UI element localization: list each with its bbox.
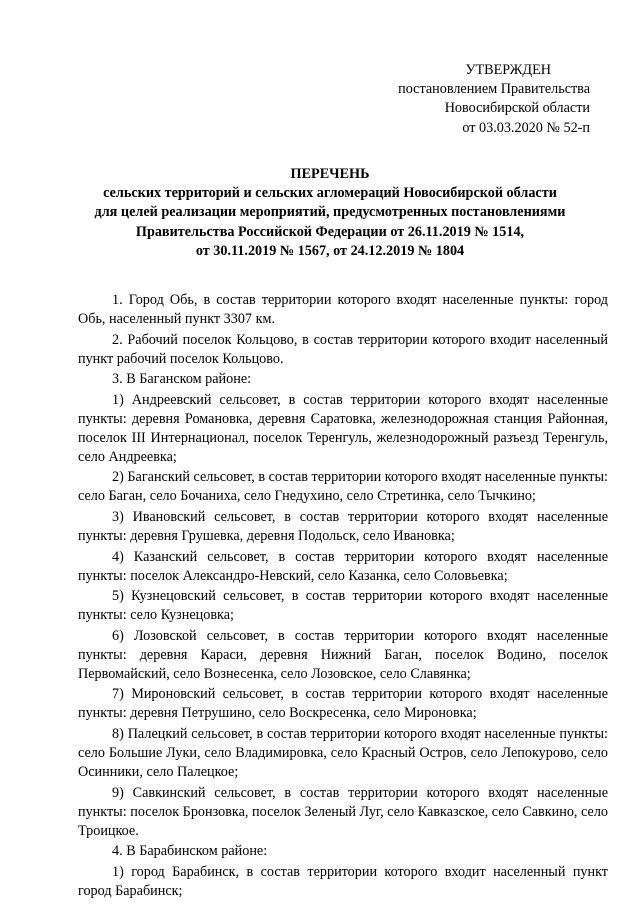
list-item: 6) Лозовской сельсовет, в состав территории которого входят населенные пункты: деревня Караси, деревня Нижний Баган, поселок Водино, поселок Первомайский, село Вознесенка, село Лозовское, село Славянка;	[78, 627, 608, 682]
list-item: 4) Казанский сельсовет, в состав территории которого входят населенные пункты: поселок Александро-Невский, село Казанка, село Соловьевка;	[78, 548, 608, 584]
heading-line-2: для целей реализации мероприятий, предусмотренных постановлениями	[94, 204, 566, 221]
list-item: 1) город Барабинск, в состав территории которого входит населенный пункт город Барабинск;	[78, 863, 608, 899]
heading-line-4: от 30.11.2019 № 1567, от 24.12.2019 № 1804	[195, 242, 465, 259]
document-body	[78, 291, 608, 902]
document-heading	[60, 165, 600, 261]
heading-title: ПЕРЕЧЕНЬ	[290, 166, 370, 182]
approval-stamp: УТВЕРЖДЕН	[465, 62, 551, 78]
list-item: 4. В Барабинском районе:	[112, 843, 268, 860]
approval-line-3: от 03.03.2020 № 52-п	[462, 119, 590, 136]
approval-line-1: постановлением Правительства	[398, 81, 590, 98]
list-item: 3. В Баганском районе:	[112, 371, 252, 388]
list-item: 2) Баганский сельсовет, в состав территории которого входят населенные пункты: село Баган, село Бочаниха, село Гнедухино, село Стретинка, село Тычкино;	[78, 469, 608, 505]
list-item: 5) Кузнецовский сельсовет, в состав территории которого входят населенные пункты: село Кузнецовка;	[78, 588, 608, 624]
list-item: 2. Рабочий поселок Кольцово, в состав территории которого входит населенный пункт рабочий поселок Кольцово.	[78, 331, 608, 367]
list-item: 8) Палецкий сельсовет, в состав территории которого входят населенные пункты: село Большие Луки, село Владимировка, село Красный Остров, село Лепокурово, село Осинники, село Палецкое;	[78, 725, 608, 780]
list-item: 3) Ивановский сельсовет, в состав территории которого входят населенные пункты: деревня Грушевка, деревня Подольск, село Ивановка;	[78, 508, 608, 544]
approval-block	[333, 61, 593, 138]
heading-line-3: Правительства Российской Федерации от 26.11.2019 № 1514,	[135, 223, 525, 240]
heading-line-1: сельских территорий и сельских агломераций Новосибирской области	[103, 185, 557, 202]
approval-line-2: Новосибирской области	[444, 100, 590, 117]
list-item: 1. Город Обь, в состав территории которого входят населенные пункты: город Обь, населенный пункт 3307 км.	[78, 292, 608, 327]
list-item: 9) Савкинский сельсовет, в состав территории которого входят населенные пункты: поселок Бронзовка, поселок Зеленый Луг, село Кавказское, село Савкино, село Троицкое.	[78, 784, 608, 839]
list-item: 1) Андреевский сельсовет, в состав территории которого входят населенные пункты: деревня Романовка, деревня Саратовка, железнодорожная станция Районная, поселок III Интернационал, поселок Теренгуль, железнодорожный разъезд Теренгуль, село Андреевка;	[78, 391, 608, 465]
list-item: 7) Мироновский сельсовет, в состав территории которого входят населенные пункты: деревня Петрушино, село Воскресенка, село Мироновка;	[78, 686, 608, 722]
